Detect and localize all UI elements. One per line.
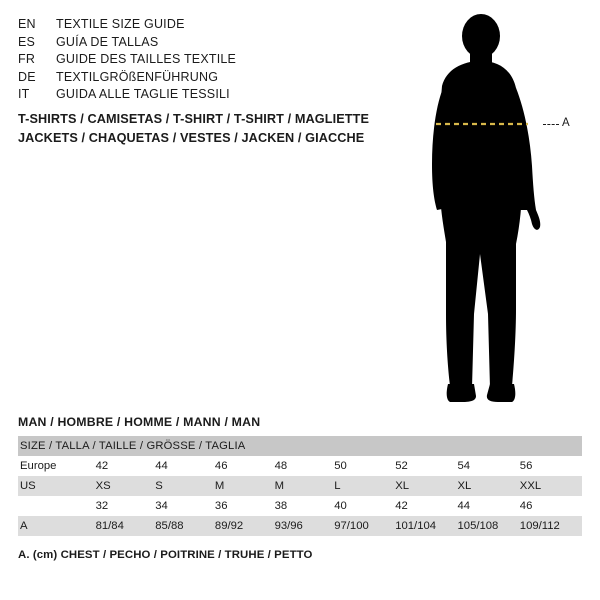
cell: 50: [334, 456, 395, 476]
body-silhouette-icon: [410, 14, 600, 404]
cell: 105/108: [458, 516, 520, 536]
language-row-fr: [18, 51, 388, 69]
cell: 44: [155, 456, 215, 476]
size-table-section: [18, 415, 582, 561]
language-code-es: ES: [18, 34, 36, 49]
language-text-en: TEXTILE SIZE GUIDE: [56, 17, 185, 31]
cell: 38: [275, 496, 335, 516]
cell: 32: [96, 496, 156, 516]
category-jackets: JACKETS / CHAQUETAS / VESTES / JACKEN / GIACCHE: [18, 131, 365, 145]
category-tshirts: T-SHIRTS / CAMISETAS / T-SHIRT / T-SHIRT / MAGLIETTE: [18, 112, 370, 126]
cell: 46: [520, 496, 582, 516]
language-text-it: GUIDA ALLE TAGLIE TESSILI: [56, 87, 230, 101]
cell: 81/84: [96, 516, 156, 536]
language-row-en: [18, 16, 388, 34]
cell: 40: [334, 496, 395, 516]
cell: 97/100: [334, 516, 395, 536]
cell: 44: [458, 496, 520, 516]
language-list: [18, 16, 388, 104]
language-code-de: DE: [18, 69, 36, 84]
size-table: [18, 436, 582, 536]
cell: 42: [96, 456, 156, 476]
language-code-it: IT: [18, 87, 30, 101]
cell: S: [155, 476, 215, 496]
cell: M: [215, 476, 275, 496]
cell: 54: [458, 456, 520, 476]
language-code-fr: FR: [18, 52, 36, 66]
cell: XL: [458, 476, 520, 496]
row-label-us: US: [18, 476, 96, 496]
cell: XL: [395, 476, 457, 496]
cell: 46: [215, 456, 275, 476]
cell: 34: [155, 496, 215, 516]
cell: 42: [395, 496, 457, 516]
cell: XXL: [520, 476, 582, 496]
language-text-fr: GUIDE DES TAILLES TEXTILE: [56, 52, 237, 66]
cell: 85/88: [155, 516, 215, 536]
cell: 36: [215, 496, 275, 516]
cell: 52: [395, 456, 457, 476]
cell: 48: [275, 456, 335, 476]
cell: XS: [96, 476, 156, 496]
cell: M: [275, 476, 335, 496]
cell: 109/112: [520, 516, 582, 536]
cell: 56: [520, 456, 582, 476]
table-header-row: [18, 436, 582, 456]
row-label-a: A: [18, 516, 96, 536]
category-headings: [18, 110, 398, 148]
table-header-label: SIZE / TALLA / TAILLE / GRÖSSE / TAGLIA: [20, 440, 246, 452]
cell: L: [334, 476, 395, 496]
language-row-es: [18, 34, 388, 52]
cell: 101/104: [395, 516, 457, 536]
language-row-it: [18, 86, 388, 104]
table-row: [18, 496, 582, 516]
table-row: [18, 456, 582, 476]
measure-leader-line: [543, 124, 559, 126]
cell: 93/96: [275, 516, 335, 536]
row-label-us-numeric: [18, 496, 96, 516]
language-row-de: [18, 69, 388, 87]
male-figure-illustration: [410, 14, 600, 404]
table-title: MAN / HOMBRE / HOMME / MANN / MAN: [18, 415, 261, 429]
language-text-de: TEXTILGRÖßENFÜHRUNG: [56, 69, 219, 84]
measure-label-a: A: [562, 117, 570, 129]
cell: 89/92: [215, 516, 275, 536]
row-label-europe: Europe: [18, 456, 96, 476]
table-row: [18, 516, 582, 536]
table-row: [18, 476, 582, 496]
language-text-es: GUÍA DE TALLAS: [56, 34, 159, 49]
language-code-en: EN: [18, 17, 36, 31]
table-footnote: A. (cm) CHEST / PECHO / POITRINE / TRUHE / PETTO: [18, 549, 313, 561]
